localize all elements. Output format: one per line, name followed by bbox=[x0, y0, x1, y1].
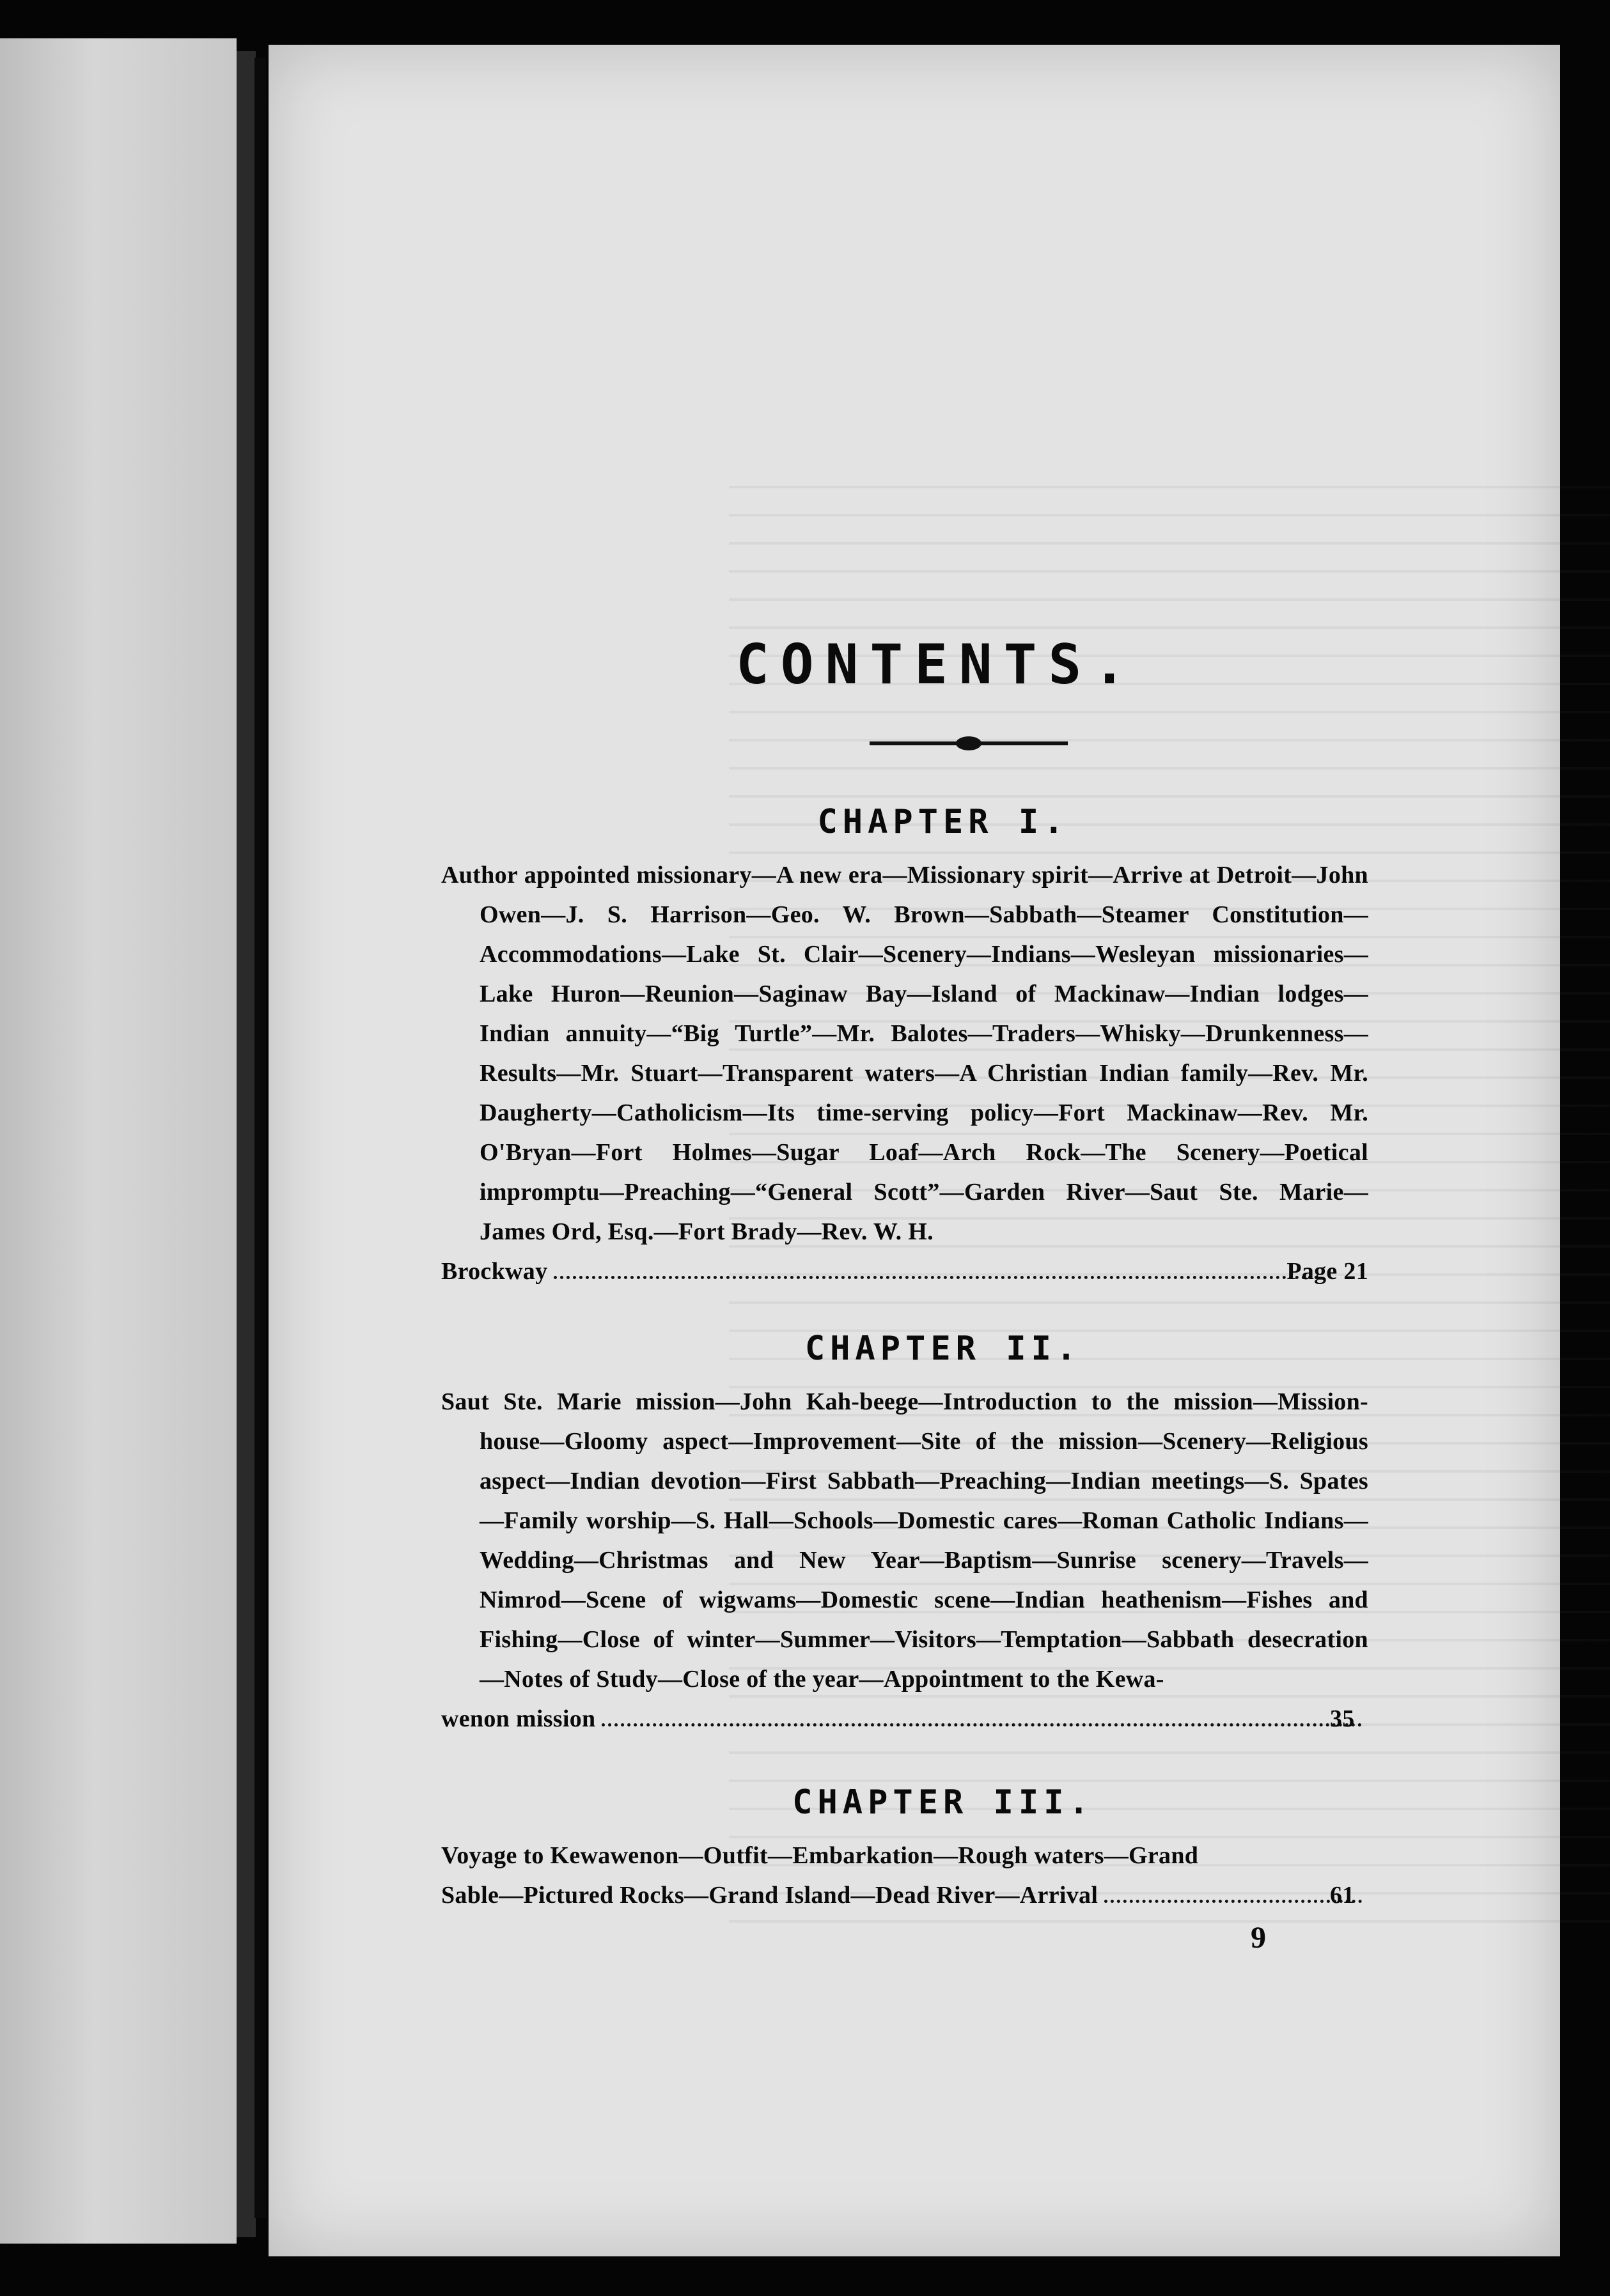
chapter-heading: CHAPTER I. bbox=[817, 803, 1069, 841]
dot-leader bbox=[602, 1723, 1362, 1726]
chapter-summary-end: Brockway bbox=[441, 1258, 548, 1285]
chapter-summary-text: Voyage to Kewawenon—Outfit—Embarkation—Rough waters—Grand bbox=[441, 1842, 1199, 1869]
chapter-summary-end: Sable—Pictured Rocks—Grand Island—Dead River—Arrival bbox=[441, 1882, 1098, 1909]
page-number: 9 bbox=[1251, 1921, 1266, 1955]
title-ornament-rule bbox=[870, 741, 1068, 745]
chapter-summary bbox=[441, 1382, 1368, 1739]
chapter-leader-line bbox=[441, 1252, 1368, 1291]
chapter-heading: CHAPTER II. bbox=[804, 1330, 1082, 1368]
chapter-summary-end: wenon mission bbox=[441, 1705, 596, 1732]
chapter-page-ref: Page 21 bbox=[1286, 1258, 1368, 1285]
chapter-heading: CHAPTER III. bbox=[792, 1783, 1094, 1822]
page-title: CONTENTS. bbox=[736, 633, 1137, 697]
dot-leader bbox=[1104, 1900, 1362, 1903]
book-spine bbox=[254, 58, 266, 2218]
chapter-summary bbox=[441, 855, 1368, 1291]
chapter-leader-line: wenon mission 35 bbox=[480, 1699, 1368, 1739]
chapter-summary-text: Author appointed missionary—A new era—Missionary spirit—Arrive at Detroit—John Owen—J. S. Harrison—Geo. W. Brown—Sabbath—Steamer Constitution—Accommodations—Lake St. Clair—Scenery—Indians—Wesleyan missionaries—Lake Huron—Reunion—Saginaw Bay—Island of Mackinaw—Indian lodges—Indian annuity—“Big Turtle”—Mr. Balotes—Traders—Whisky—Drunkenness—Results—Mr. Stuart—Transparent waters—A Christian Indian family—Rev. Mr. Daugherty—Catholicism—Its time-serving policy—Fort Mackinaw—Rev. Mr. O'Bryan—Fort Holmes—Sugar Loaf—Arch Rock—The Scenery—Poetical impromptu—Preaching—“General Scott”—Garden River—Saut Ste. Marie—James Ord, Esq.—Fort Brady—Rev. W. H. bbox=[441, 862, 1368, 1245]
dot-leader bbox=[554, 1276, 1318, 1279]
chapter-leader-line: Sable—Pictured Rocks—Grand Island—Dead River—Arrival 61 bbox=[480, 1875, 1368, 1915]
chapter-summary-text: Saut Ste. Marie mission—John Kah-beege—Introduction to the mission—Mission-house—Gloomy aspect—Improvement—Site of the mission—Scenery—Religious aspect—Indian devotion—First Sabbath—Preaching—Indian meetings—S. Spates—Family worship—S. Hall—Schools—Domestic cares—Roman Catholic Indians—Wedding—Christmas and New Year—Baptism—Sunrise scenery—Travels—Nimrod—Scene of wigwams—Domestic scene—Indian heathenism—Fishes and Fishing—Close of winter—Summer—Visitors—Temptation—Sabbath desecration—Notes of Study—Close of the year—Appointment to the Kewa- bbox=[441, 1388, 1368, 1693]
gutter-shadow bbox=[237, 51, 256, 2237]
facing-page-edge bbox=[0, 38, 237, 2244]
contents-page bbox=[441, 633, 1368, 1955]
chapter-summary bbox=[441, 1836, 1368, 1915]
